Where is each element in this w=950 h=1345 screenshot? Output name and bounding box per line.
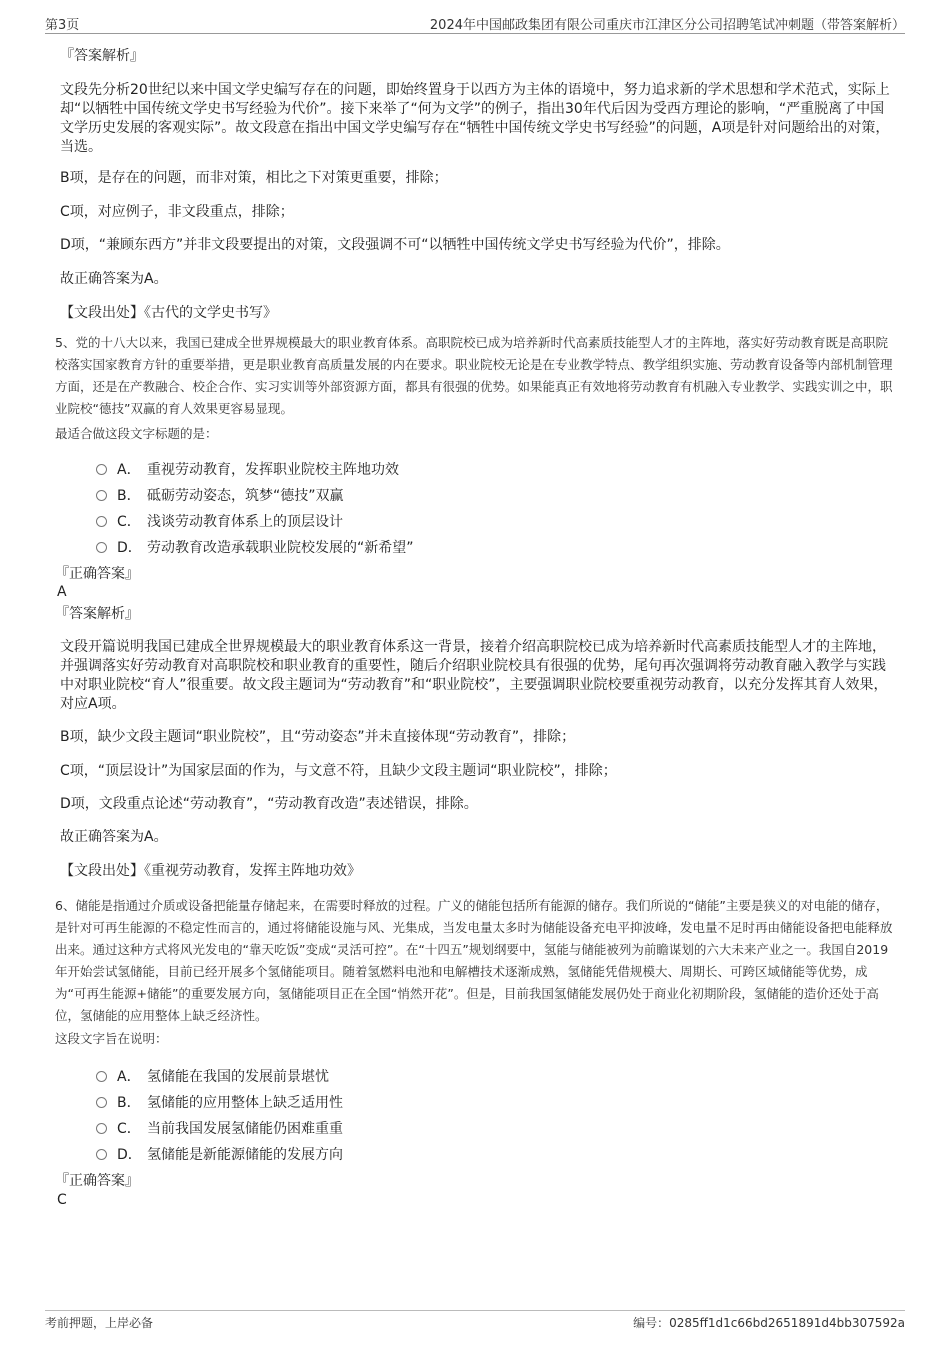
question-5-stem: 5、党的十八大以来，我国已建成全世界规模最大的职业教育体系。高职院校已成为培养新时代高素质技能型人才的主阵地，落实好劳动教育既是高职院校落实国家教育方针的重要举措，更是职业教育高质量发展的内在要求。职业院校无论是在专业教学特点、教学组织实施、劳动教育设备等内部机制管理方面，还是在产教融合、校企合作、实习实训等外部资源方面，都具有很强的优势。如果能真正有效地将劳动教育有机融入专业教学、实践实训之中，职业院校“德技”双赢的育人效果更容易显现。 <box>55 335 893 416</box>
option-text: 浅谈劳动教育体系上的顶层设计 <box>147 514 343 530</box>
option-text: 砥砺劳动姿态，筑梦“德技”双赢 <box>147 488 344 504</box>
option-a[interactable] <box>96 1066 329 1086</box>
radio-icon[interactable] <box>96 490 107 501</box>
page-number: 第3页 <box>45 18 80 33</box>
option-d[interactable] <box>96 537 414 557</box>
radio-icon[interactable] <box>96 516 107 527</box>
question-6-stem: 6、储能是指通过介质或设备把能量存储起来，在需要时释放的过程。广义的储能包括所有能源的储存。我们所说的“储能”主要是狭义的对电能的储存，是针对可再生能源的不稳定性而言的，通过将储能设施与风、光集成，当发电量太多时为储能设备充电平抑波峰，发电量不足时再由储能设备把电能释放出来。通过这种方式将风光发电的“靠天吃饭”变成“灵活可控”。在“十四五”规划纲要中，氢能与储能被列为前瞻谋划的六大未来产业之一。我国自2019年开始尝试氢储能，目前已经开展多个氢储能项目。随着氢燃料电池和电解槽技术逐渐成熟，氢储能凭借规模大、周期长、可跨区域储能等优势，成为“可再生能源+储能”的重要发展方向，氢储能项目正在全国“悄然开花”。但是，目前我国氢储能发展仍处于商业化初期阶段，氢储能的造价还处于高位，氢储能的应用整体上缺乏经济性。 <box>55 898 893 1023</box>
question-5-prompt: 最适合做这段文字标题的是： <box>55 426 218 441</box>
option-d[interactable] <box>96 1144 343 1164</box>
analysis-d: D项，“兼顾东西方”并非文段要提出的对策，文段强调不可“以牺牲中国传统文学史书写经验为代价”，排除。 <box>60 237 730 253</box>
answer-label: 『正确答案』 <box>55 566 139 582</box>
radio-icon[interactable] <box>96 1149 107 1160</box>
question-6-prompt: 这段文字旨在说明： <box>55 1031 168 1046</box>
analysis-b: B项，缺少文段主题词“职业院校”，且“劳动姿态”并未直接体现“劳动教育”，排除； <box>60 729 576 745</box>
option-letter: D． <box>117 540 142 556</box>
radio-icon[interactable] <box>96 464 107 475</box>
option-letter: B． <box>117 488 141 504</box>
radio-icon[interactable] <box>96 1071 107 1082</box>
option-text: 当前我国发展氢储能仍困难重重 <box>147 1121 343 1137</box>
option-text: 氢储能是新能源储能的发展方向 <box>147 1147 343 1163</box>
option-letter: C． <box>117 1121 141 1137</box>
option-b[interactable] <box>96 485 344 505</box>
analysis-c: C项，“顶层设计”为国家层面的作为，与文意不符，且缺少文段主题词“职业院校”，排除； <box>60 763 617 779</box>
radio-icon[interactable] <box>96 1097 107 1108</box>
document-title: 2024年中国邮政集团有限公司重庆市江津区分公司招聘笔试冲刺题（带答案解析） <box>429 18 905 33</box>
option-b[interactable] <box>96 1092 343 1112</box>
header-divider <box>45 33 905 34</box>
footer-slogan: 考前押题，上岸必备 <box>45 1316 154 1330</box>
answer: C <box>57 1192 67 1208</box>
radio-icon[interactable] <box>96 1123 107 1134</box>
analysis-b: B项，是存在的问题，而非对策，相比之下对策更重要，排除； <box>60 170 448 186</box>
option-letter: A． <box>117 1069 141 1085</box>
analysis-d: D项，文段重点论述“劳动教育”，“劳动教育改造”表述错误，排除。 <box>60 796 478 812</box>
conclusion: 故正确答案为A。 <box>60 271 168 287</box>
analysis-text: 文段先分析20世纪以来中国文学史编写存在的问题，即始终置身于以西方为主体的语境中，努力追求新的学术思想和学术范式，实际上却“以牺牲中国传统文学史书写经验为代价”。接下来举了“何为文学”的例子，指出30年代后因为受西方理论的影响，“严重脱离了中国文学历史发展的客观实际”。故文段意在指出中国文学史编写存在“牺牲中国传统文学史书写经验”的问题，A项是针对问题给出的对策，当选。 <box>60 82 890 155</box>
option-text: 氢储能在我国的发展前景堪忧 <box>147 1069 329 1085</box>
option-text: 劳动教育改造承载职业院校发展的“新希望” <box>147 540 414 556</box>
code-value: 0285ff1d1c66bd2651891d4bb307592a <box>669 1316 905 1330</box>
answer-label: 『正确答案』 <box>55 1173 139 1189</box>
option-c[interactable] <box>96 1118 343 1138</box>
analysis-text: 文段开篇说明我国已建成全世界规模最大的职业教育体系这一背景，接着介绍高职院校已成为培养新时代高素质技能型人才的主阵地，并强调落实好劳动教育对高职院校和职业教育的重要性，随后介绍职业院校具有很强的优势，尾句再次强调将劳动教育融入教学与实践中对职业院校“育人”很重要。故文段主题词为“劳动教育”和“职业院校”，主要强调职业院校要重视劳动教育，以充分发挥其育人效果，对应A项。 <box>60 639 888 712</box>
option-letter: D． <box>117 1147 142 1163</box>
option-text: 氢储能的应用整体上缺乏适用性 <box>147 1095 343 1111</box>
option-letter: B． <box>117 1095 141 1111</box>
option-letter: C． <box>117 514 141 530</box>
option-text: 重视劳动教育，发挥职业院校主阵地功效 <box>147 462 399 478</box>
option-a[interactable] <box>96 459 399 479</box>
conclusion: 故正确答案为A。 <box>60 829 168 845</box>
option-c[interactable] <box>96 511 343 531</box>
answer: A <box>57 584 67 600</box>
radio-icon[interactable] <box>96 542 107 553</box>
footer-divider <box>45 1310 905 1311</box>
analysis-c: C项，对应例子，非文段重点，排除； <box>60 204 294 220</box>
code-label: 编号： <box>633 1316 670 1330</box>
analysis-label: 『答案解析』 <box>60 48 144 64</box>
option-letter: A． <box>117 462 141 478</box>
analysis-label: 『答案解析』 <box>55 606 139 622</box>
source: 【文段出处】《古代的文学史书写》 <box>60 305 277 321</box>
document-code <box>633 1314 905 1331</box>
source: 【文段出处】《重视劳动教育，发挥主阵地功效》 <box>60 863 361 879</box>
